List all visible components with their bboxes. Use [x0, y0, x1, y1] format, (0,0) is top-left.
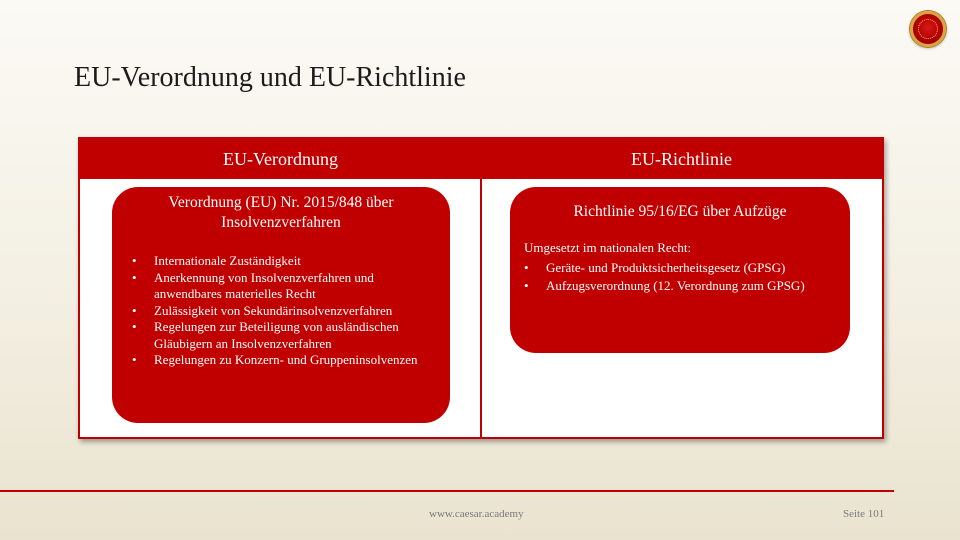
bullet-icon: •	[132, 319, 137, 334]
list-item: • Regelungen zu Konzern- und Gruppeninsolvenzen	[132, 352, 418, 367]
comparison-table	[78, 137, 884, 439]
verordnung-content-box	[112, 187, 450, 423]
column-divider	[480, 179, 482, 437]
page-number: Seite 101	[843, 508, 885, 520]
verordnung-bullet-list	[132, 253, 430, 369]
richtlinie-box-title: Richtlinie 95/16/EG über Aufzüge	[573, 203, 787, 220]
footer-url: www.caesar.academy	[429, 508, 524, 520]
slide-title: EU-Verordnung und EU-Richtlinie	[74, 62, 466, 93]
list-item: • Anerkennung von Insolvenzverfahren und anwendbares materielles Recht	[132, 269, 374, 301]
bullet-icon: •	[132, 269, 137, 285]
verordnung-box-title: Verordnung (EU) Nr. 2015/848 über Insolvenzverfahren	[168, 194, 394, 231]
richtlinie-content-box	[510, 187, 850, 353]
list-item: • Aufzugsverordnung (12. Verordnung zum GPSG)	[524, 278, 805, 293]
list-item: • Geräte- und Produktsicherheitsgesetz (GPSG)	[524, 259, 786, 275]
richtlinie-intro-text: Umgesetzt im nationalen Recht:	[524, 240, 692, 255]
bullet-icon: •	[132, 352, 137, 367]
footer-divider	[0, 490, 894, 492]
caesar-academy-logo-icon	[910, 11, 946, 47]
column-header-verordnung: EU-Verordnung	[80, 139, 481, 179]
bullet-icon: •	[524, 278, 529, 293]
richtlinie-bullet-list	[524, 260, 836, 295]
list-item: • Zulässigkeit von Sekundärinsolvenzverfahren	[132, 302, 393, 318]
list-item: • Internationale Zuständigkeit	[132, 253, 301, 268]
column-header-richtlinie: EU-Richtlinie	[481, 139, 882, 179]
bullet-icon: •	[132, 253, 137, 268]
bullet-icon: •	[524, 259, 529, 275]
list-item: • Regelungen zur Beteiligung von ausländischen Gläubigern an Insolvenzverfahren	[132, 319, 399, 351]
bullet-icon: •	[132, 302, 137, 318]
